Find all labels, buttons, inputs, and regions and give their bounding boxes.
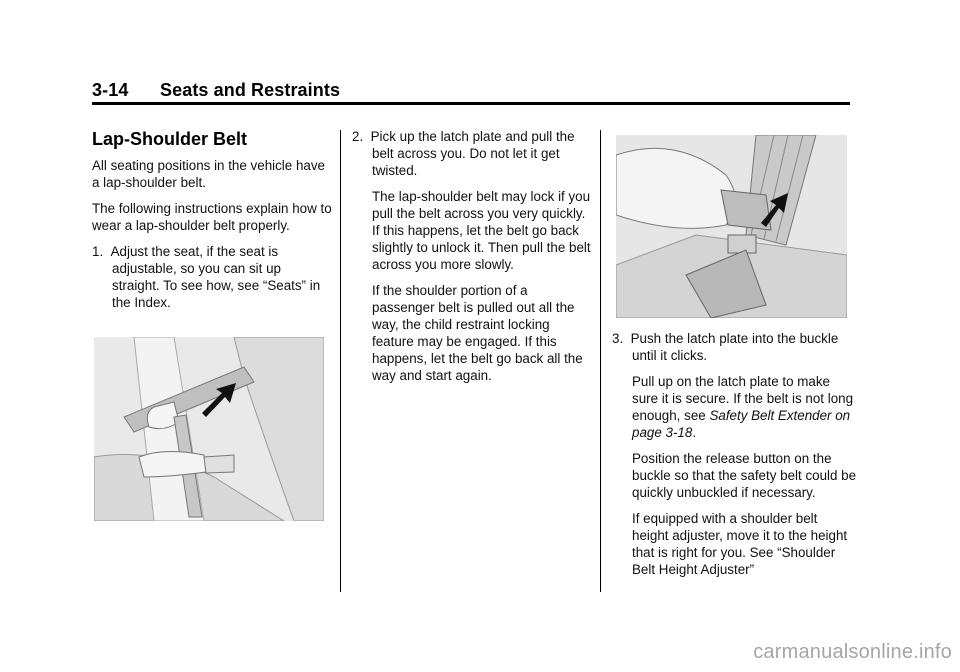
- running-header: [92, 80, 340, 101]
- section-title: Lap-Shoulder Belt: [92, 129, 248, 149]
- column-divider: [600, 130, 601, 592]
- illustration-latch-plate: [616, 135, 847, 318]
- column-left: [92, 128, 332, 320]
- section-name: Seats and Restraints: [160, 80, 341, 100]
- cross-reference-link[interactable]: Safety Belt Extender on page 3-18: [632, 408, 851, 440]
- note-text: .: [692, 425, 697, 440]
- step-note: The lap-shoulder belt may lock if you pull the belt across you very quickly. If this happens, let the belt go back slightly to unlock it. Then pull the belt across you more slowly.: [372, 189, 591, 272]
- step-note: [632, 373, 857, 441]
- column-divider: [340, 130, 341, 592]
- step-notes: [612, 373, 857, 578]
- watermark: carmanualsonline.info: [753, 641, 952, 663]
- step-note: If the shoulder portion of a passenger belt is pulled out all the way, the child restraint locking feature may be engaged. If this happens, let the belt go back all the way and start again.: [372, 283, 583, 383]
- note-text: Pull up on the latch plate to make sure it is secure. If the belt is not long enough, see: [632, 374, 854, 423]
- column-middle: [352, 128, 592, 393]
- step-3: [612, 330, 857, 578]
- step-1: [92, 243, 332, 311]
- step-2: [352, 128, 592, 384]
- page-number: 3-14: [92, 80, 129, 100]
- step-text: 2. Pick up the latch plate and pull the belt across you. Do not let it get twisted.: [352, 129, 575, 178]
- step-note: Position the release button on the buckle so that the safety belt could be quickly unbuckled if necessary.: [632, 451, 857, 500]
- column-right: [612, 330, 857, 587]
- step-notes: [352, 188, 592, 384]
- intro-paragraph: The following instructions explain how to wear a lap-shoulder belt properly.: [92, 201, 332, 233]
- header-rule: [92, 102, 850, 105]
- step-note: If equipped with a shoulder belt height adjuster, move it to the height that is right for you. See “Shoulder Belt Height Adjuster”: [632, 511, 848, 577]
- intro-paragraph: All seating positions in the vehicle have a lap-shoulder belt.: [92, 158, 325, 190]
- step-text: 1. Adjust the seat, if the seat is adjustable, so you can sit up straight. To see how, see “Seats” in the Index.: [92, 244, 321, 310]
- step-text: 3. Push the latch plate into the buckle until it clicks.: [612, 331, 839, 363]
- illustration-seated-belt: [94, 337, 324, 521]
